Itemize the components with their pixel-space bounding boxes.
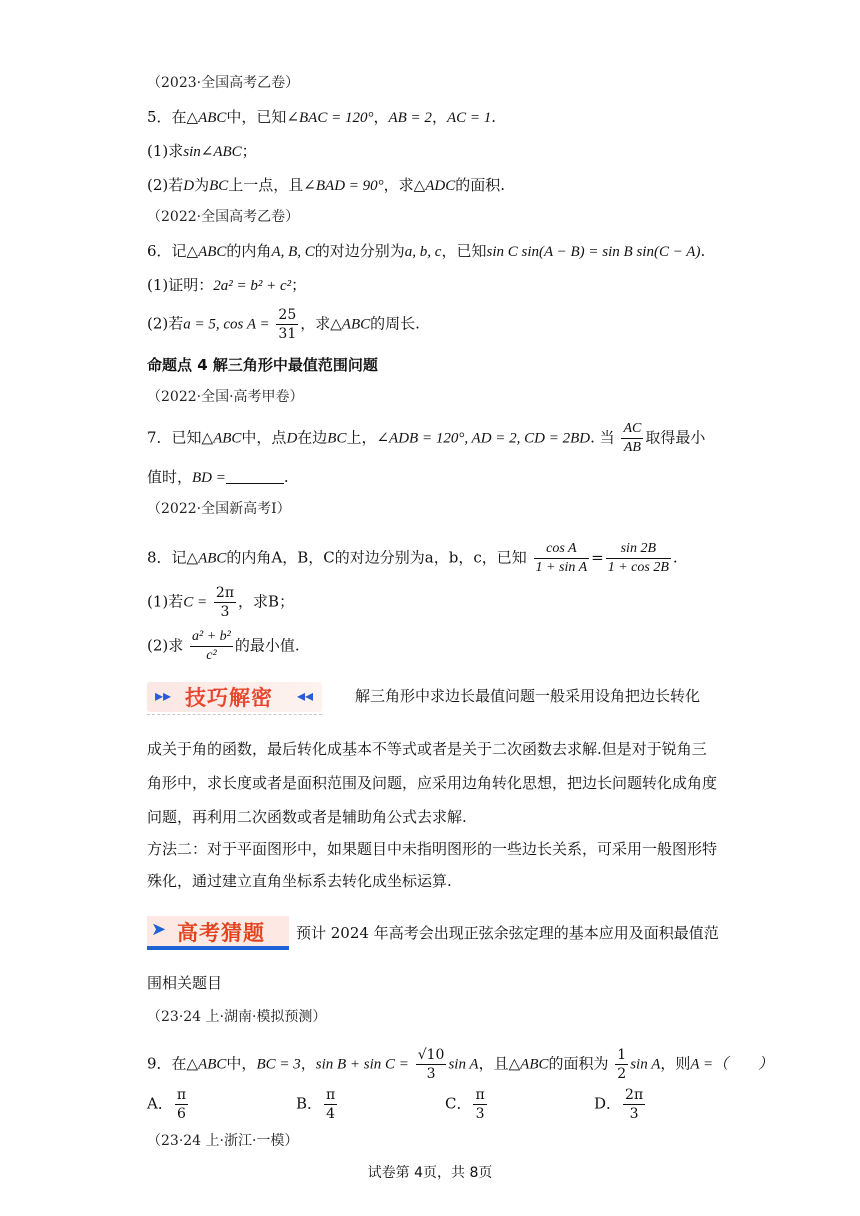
fraction-sqrt10-3: $\frac{√10}{3}$ <box>417 1047 445 1082</box>
tips-line-3: 角形中，求长度或者是面积范围及问题，应采用边角转化思想，把边长问题转化成角度 <box>147 774 718 792</box>
q6-source: （2022·全国高考乙卷） <box>147 209 300 225</box>
tips-line-6: 殊化，通过建立直角坐标系去转化成坐标运算. <box>147 872 452 890</box>
q9-source: （23·24 上·湖南·模拟预测） <box>147 1009 327 1025</box>
q8-part2: (2)求 $\frac{\text{a² + b²}}{\text{c²}}$ 的最小值. <box>147 629 300 663</box>
choice-a[interactable]: A． $\frac{\pi}{6}$ <box>147 1087 187 1122</box>
guess-line-1: 预计 2024 年高考会出现正弦余弦定理的基本应用及面积最值范 <box>296 924 719 942</box>
tips-line-4: 问题，再利用二次函数或者是辅助角公式去求解. <box>147 808 467 826</box>
tips-line-5: 方法二：对于平面图形中，如果题目中未指明图形的一些边长关系，可采用一般图形特 <box>147 840 718 858</box>
q6-stem: 6．记△ABC的内角A, B, C的对边分别为a, b, c，已知sin C sin(A − B) = sin B sin(C − A). <box>147 242 706 260</box>
q7-line2: 值时，BD = . <box>147 468 289 486</box>
arrow-right-icon: ➤ <box>151 919 167 940</box>
q5-stem: 5．在△ABC中，已知∠BAC = 120°，AB = 2，AC = 1. <box>147 108 497 126</box>
tips-line-1: 解三角形中求边长最值问题一般采用设角把边长转化 <box>355 687 701 705</box>
fraction-ac-ab: $\frac{AC}{AB}$ <box>623 421 642 455</box>
q7-source: （2022·全国·高考甲卷） <box>147 389 304 405</box>
q8-source: （2022·全国新高考Ⅰ） <box>147 501 291 517</box>
q8-stem: 8．记△ABC的内角A，B，C的对边分别为a，b，c，已知 $\frac{\text{cos A}}{\text{1 + sin A}}$ = $\frac{\sin 2B}{1 + \cos 2B}$ . <box>147 541 678 575</box>
q8-part1: (1)若C = $\frac{2\pi}{3}$ ，求B； <box>147 585 295 620</box>
section-heading: 命题点 4 解三角形中最值范围问题 <box>147 356 378 374</box>
choice-c[interactable]: C． $\frac{\pi}{3}$ <box>445 1087 485 1122</box>
fraction-sin2B: $\frac{\sin 2B}{1 + \cos 2B}$ <box>607 541 669 575</box>
page-footer: 试卷第 4页，共 8页 <box>367 1165 493 1181</box>
fraction-1-2: $\frac{1}{2}$ <box>617 1047 627 1082</box>
tips-banner: ▸▸ 技巧解密 ◂◂ <box>147 676 325 716</box>
fraction-25-31: $\frac{25}{31}$ <box>278 307 297 342</box>
choice-b[interactable]: B． $\frac{\pi}{4}$ <box>296 1087 336 1122</box>
q5-source: （2023·全国高考乙卷） <box>147 75 300 91</box>
answer-blank[interactable] <box>226 469 284 484</box>
fraction-2pi-3: $\frac{2\pi}{3}$ <box>215 585 235 620</box>
double-arrow-left-icon: ◂◂ <box>297 686 314 705</box>
guess-line-2: 围相关题目 <box>147 974 223 992</box>
double-arrow-right-icon: ▸▸ <box>155 686 172 705</box>
fraction-a2b2-c2: $\frac{\text{a² + b²}}{\text{c²}}$ <box>192 629 231 663</box>
q5-part2: (2)若D为BC上一点，且∠BAD = 90°，求△ADC的面积. <box>147 176 505 194</box>
choice-d[interactable]: D． $\frac{2\pi}{3}$ <box>594 1087 644 1122</box>
guess-banner: ➤ 高考猜题 <box>147 914 289 952</box>
tips-line-2: 成关于角的函数，最后转化成基本不等式或者是关于二次函数去求解.但是对于锐角三 <box>147 740 707 758</box>
q10-source: （23·24 上·浙江·一模） <box>147 1133 299 1149</box>
q7-stem: 7．已知△ABC中，点D在边BC上，∠ADB = 120°, AD = 2, CD = 2BD. 当 $\frac{AC}{AB}$ 取得最小 <box>147 421 706 455</box>
q9-stem: 9．在△ABC中，BC = 3，sin B + sin C = $\frac{√10}{3}$ sin A，且△ABC的面积为 $\frac{1}{2}$ sin A，则A =（ ） <box>147 1047 774 1082</box>
q6-part1: (1)证明：2a² = b² + c²； <box>147 276 307 294</box>
fraction-cosA: $\frac{\text{cos A}}{\text{1 + sin A}}$ <box>535 541 588 575</box>
q5-part1: (1)求sin∠ABC； <box>147 142 257 160</box>
q6-part2: (2)若a = 5, cos A = $\frac{25}{31}$ ，求△ABC的周长. <box>147 307 420 342</box>
